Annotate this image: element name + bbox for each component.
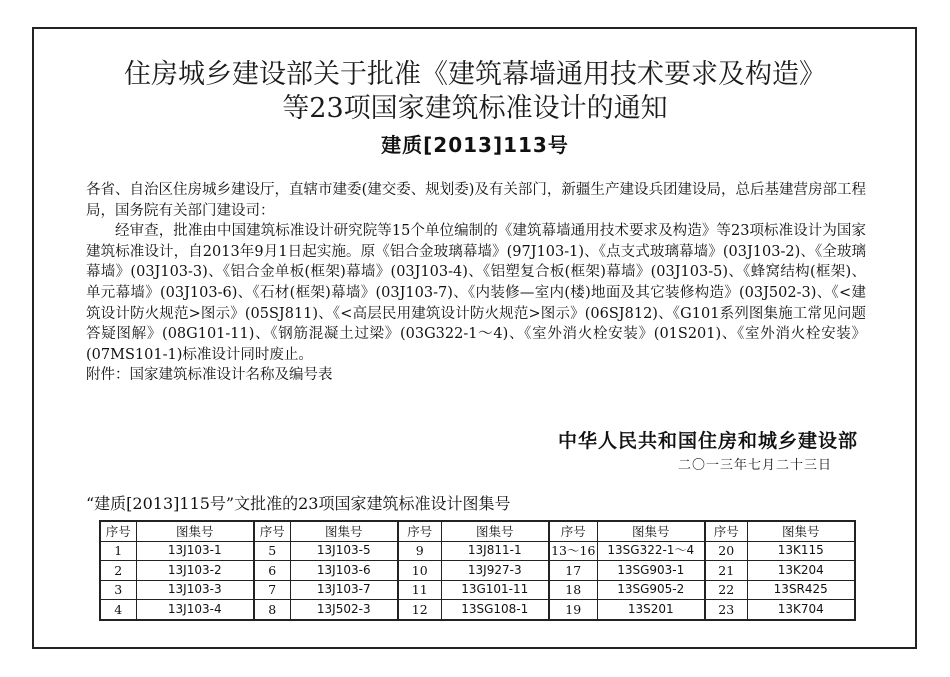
code-cell: 13J927-3: [441, 561, 549, 581]
code-cell: 13J103-4: [136, 600, 254, 620]
code-cell: 13J103-6: [290, 561, 398, 581]
code-cell: 13J103-3: [136, 580, 254, 600]
code-cell: 13SG903-1: [597, 561, 705, 581]
notice-title-line1: 住房城乡建设部关于批准《建筑幕墙通用技术要求及构造》: [124, 59, 826, 90]
table-row: [100, 561, 855, 581]
seq-cell: 21: [705, 561, 747, 581]
issue-date: 二〇一三年七月二十三日: [677, 458, 832, 473]
seq-cell: 8: [254, 600, 290, 620]
header-seq: 序号: [705, 521, 747, 541]
table-header-row: [100, 521, 855, 541]
table-row: [100, 600, 855, 620]
seq-cell: 12: [398, 600, 441, 620]
seq-cell: 3: [100, 580, 136, 600]
code-cell: 13S201: [597, 600, 705, 620]
table-row: [100, 541, 855, 561]
header-seq: 序号: [254, 521, 290, 541]
document-number: 建质[2013]113号: [381, 133, 569, 157]
atlas-number-table: [99, 520, 856, 621]
seq-cell: 20: [705, 541, 747, 561]
seq-cell: 9: [398, 541, 441, 561]
code-cell: 13J103-7: [290, 580, 398, 600]
code-cell: 13J103-2: [136, 561, 254, 581]
table-caption: “建质[2013]115号”文批准的23项国家建筑标准设计图集号: [86, 494, 511, 513]
header-code: 图集号: [597, 521, 705, 541]
code-cell: 13SR425: [747, 580, 855, 600]
code-cell: 13J502-3: [290, 600, 398, 620]
seq-cell: 22: [705, 580, 747, 600]
notice-title-line2: 等23项国家建筑标准设计的通知: [282, 93, 668, 124]
code-cell: 13K204: [747, 561, 855, 581]
header-seq: 序号: [549, 521, 597, 541]
code-cell: 13G101-11: [441, 580, 549, 600]
seq-cell: 23: [705, 600, 747, 620]
code-cell: 13SG905-2: [597, 580, 705, 600]
main-paragraph: 经审查，批准由中国建筑标准设计研究院等15个单位编制的《建筑幕墙通用技术要求及构造》等23项标准设计为国家建筑标准设计，自2013年9月1日起实施。原《铝合金玻璃幕墙》(97J103-1)、《点支式玻璃幕墙》(03J103-2)、《全玻璃幕墙》(03J103-3)、《铝合金单板(框架)幕墙》(03J103-4)、《铝塑复合板(框架)幕墙》(03J103-5)、《蜂窝结构(框架)、单元幕墙》(03J103-6)、《石材(框架)幕墙》(03J103-7)、《内装修—室内(楼)地面及其它装修构造》(03J502-3)、《<建筑设计防火规范>图示》(05SJ811)、《<高层民用建筑设计防火规范>图示》(06SJ812)、《G101系列图集施工常见问题答疑图解》(08G101-11)、《钢筋混凝土过梁》(03G322-1～4)、《室外消火栓安装》(01S201)、《室外消火栓安装》(07MS101-1)标准设计同时废止。: [86, 223, 866, 363]
seq-cell: 7: [254, 580, 290, 600]
header-seq: 序号: [398, 521, 441, 541]
seq-cell: 19: [549, 600, 597, 620]
code-cell: 13J103-5: [290, 541, 398, 561]
header-code: 图集号: [441, 521, 549, 541]
seq-cell: 2: [100, 561, 136, 581]
code-cell: 13K115: [747, 541, 855, 561]
table-row: [100, 580, 855, 600]
seq-cell: 13～16: [549, 541, 597, 561]
seq-cell: 11: [398, 580, 441, 600]
seq-cell: 4: [100, 600, 136, 620]
seq-cell: 10: [398, 561, 441, 581]
header-code: 图集号: [747, 521, 855, 541]
code-cell: 13J103-1: [136, 541, 254, 561]
seq-cell: 18: [549, 580, 597, 600]
code-cell: 13K704: [747, 600, 855, 620]
seq-cell: 6: [254, 561, 290, 581]
seq-cell: 5: [254, 541, 290, 561]
header-seq: 序号: [100, 521, 136, 541]
issuer-name: 中华人民共和国住房和城乡建设部: [557, 430, 858, 452]
code-cell: 13SG108-1: [441, 600, 549, 620]
header-code: 图集号: [290, 521, 398, 541]
notice-body: [86, 180, 866, 386]
attachment-line: 附件：国家建筑标准设计名称及编号表: [86, 367, 333, 384]
code-cell: 13J811-1: [441, 541, 549, 561]
header-code: 图集号: [136, 521, 254, 541]
seq-cell: 17: [549, 561, 597, 581]
code-cell: 13SG322-1～4: [597, 541, 705, 561]
addressees: 各省、自治区住房城乡建设厅，直辖市建委(建交委、规划委)及有关部门，新疆生产建设兵团建设局，总后基建营房部工程局，国务院有关部门建设司：: [86, 182, 866, 219]
seq-cell: 1: [100, 541, 136, 561]
